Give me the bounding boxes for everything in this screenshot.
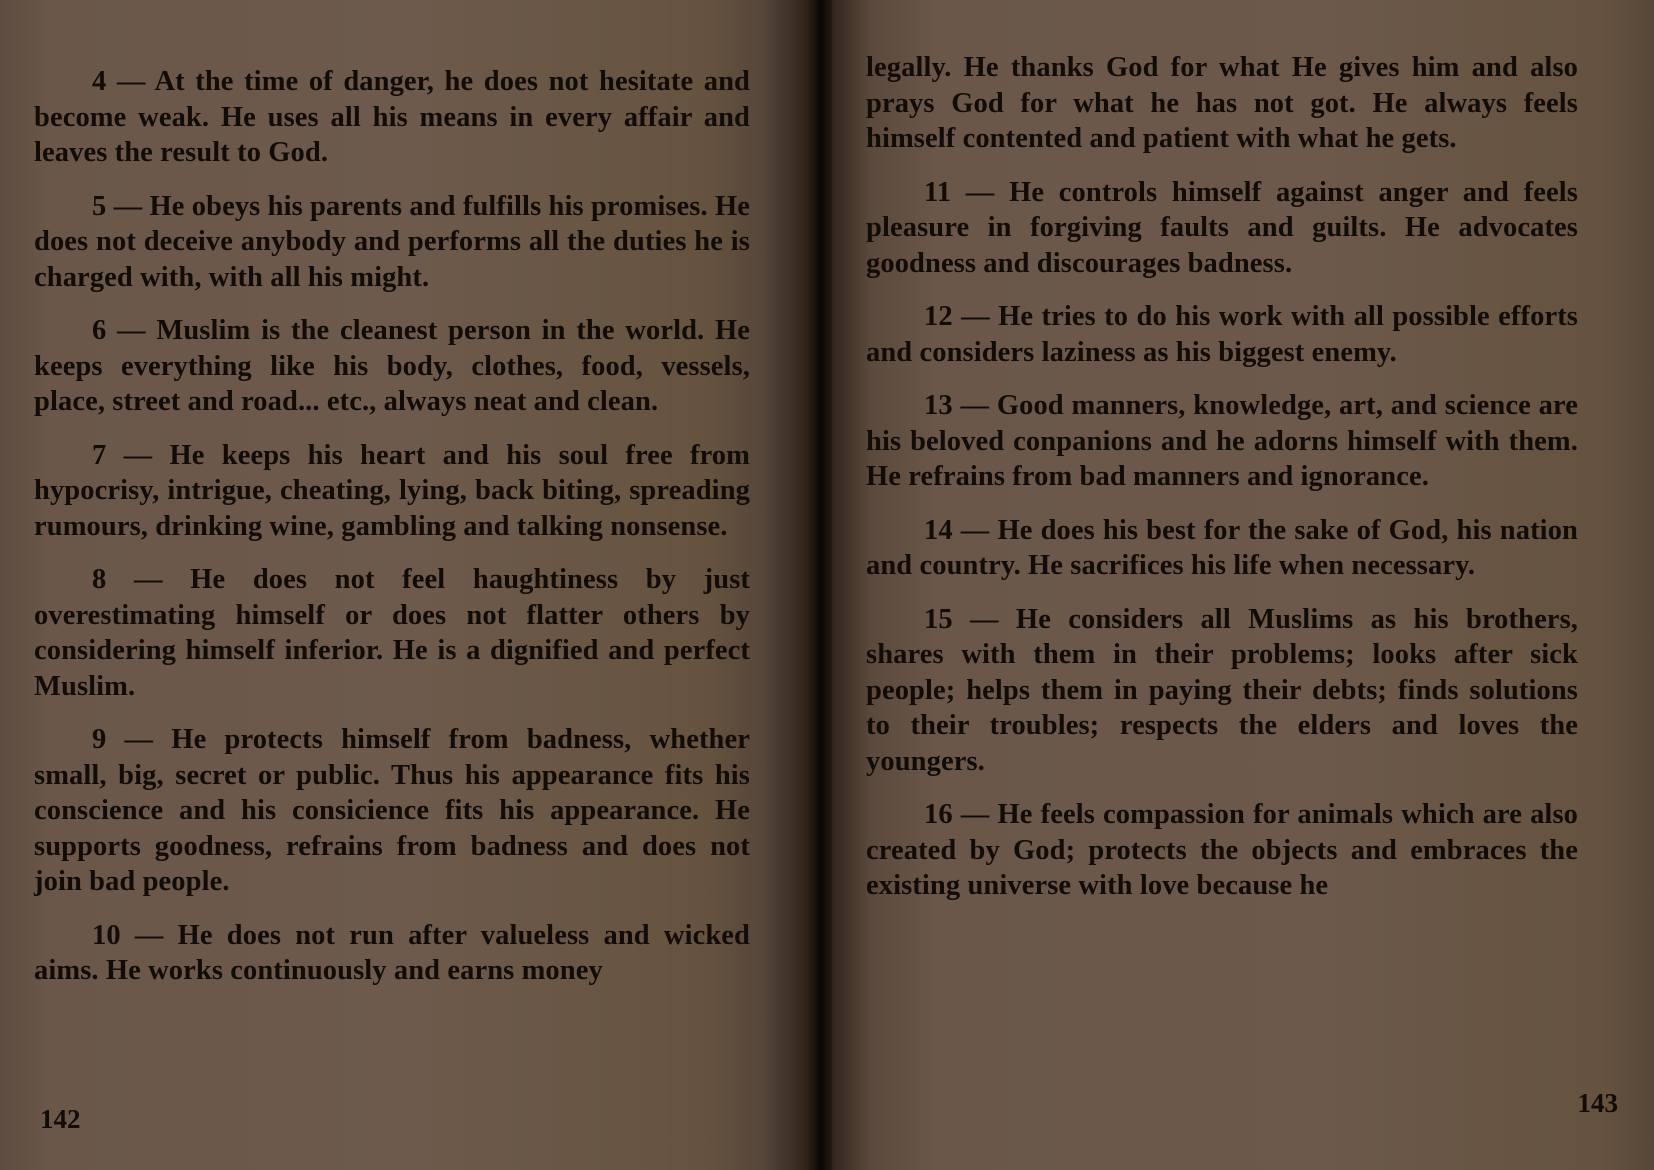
book-gutter	[808, 0, 832, 1170]
paragraph-7: 7 — He keeps his heart and his soul free from hypocrisy, intrigue, cheating, lying, back biting, spreading rumours, drinking wine, gambling and talking nonsense.	[34, 439, 750, 542]
right-page-text	[866, 50, 1578, 922]
page-number-right: 143	[1577, 1088, 1618, 1118]
paragraph-6: 6 — Muslim is the cleanest person in the world. He keeps everything like his body, clothes, food, vessels, place, street and road... etc., always neat and clean.	[34, 315, 750, 417]
paragraph-10: 10 — He does not run after valueless and wicked aims. He works continuously and earns money	[34, 919, 750, 986]
paragraph-4: 4 — At the time of danger, he does not hesitate and become weak. He uses all his means in every affair and leaves the result to God.	[34, 66, 750, 168]
paragraph-14: 14 — He does his best for the sake of God, his nation and country. He sacrifices his life when necessary.	[866, 514, 1578, 581]
paragraph-16: 16 — He feels compassion for animals which are also created by God; protects the objects and embraces the existing universe with love because he	[866, 799, 1578, 901]
right-page	[820, 0, 1654, 1170]
paragraph-15: 15 — He considers all Muslims as his brothers, shares with them in their problems; looks after sick people; helps them in paying their debts; finds solutions to their troubles; respects the elders and loves the youngers.	[866, 603, 1578, 777]
left-page	[0, 0, 820, 1170]
paragraph-5: 5 — He obeys his parents and fulfills his promises. He does not deceive anybody and performs all the duties he is charged with, with all his might.	[34, 190, 750, 293]
paragraph-8: 8 — He does not feel haughtiness by just overestimating himself or does not flatter others by considering himself inferior. He is a dignified and perfect Muslim.	[34, 564, 750, 702]
paragraph-12: 12 — He tries to do his work with all possible efforts and considers laziness as his biggest enemy.	[866, 301, 1578, 368]
page-number-left: 142	[40, 1104, 81, 1134]
paragraph-10-continued: legally. He thanks God for what He gives him and also prays God for what he has not got. He always feels himself contented and patient with what he gets.	[866, 52, 1578, 154]
paragraph-11: 11 — He controls himself against anger and feels pleasure in forgiving faults and guilts. He advocates goodness and discourages badness.	[866, 176, 1578, 279]
left-page-text	[34, 64, 750, 1007]
paragraph-9: 9 — He protects himself from badness, whether small, big, secret or public. Thus his appearance fits his conscience and his consicience fits his appearance. He supports goodness, refrains from badness and does not join bad people.	[34, 724, 750, 897]
paragraph-13: 13 — Good manners, knowledge, art, and science are his beloved conpanions and he adorns himself with them. He refrains from bad manners and ignorance.	[866, 390, 1578, 492]
